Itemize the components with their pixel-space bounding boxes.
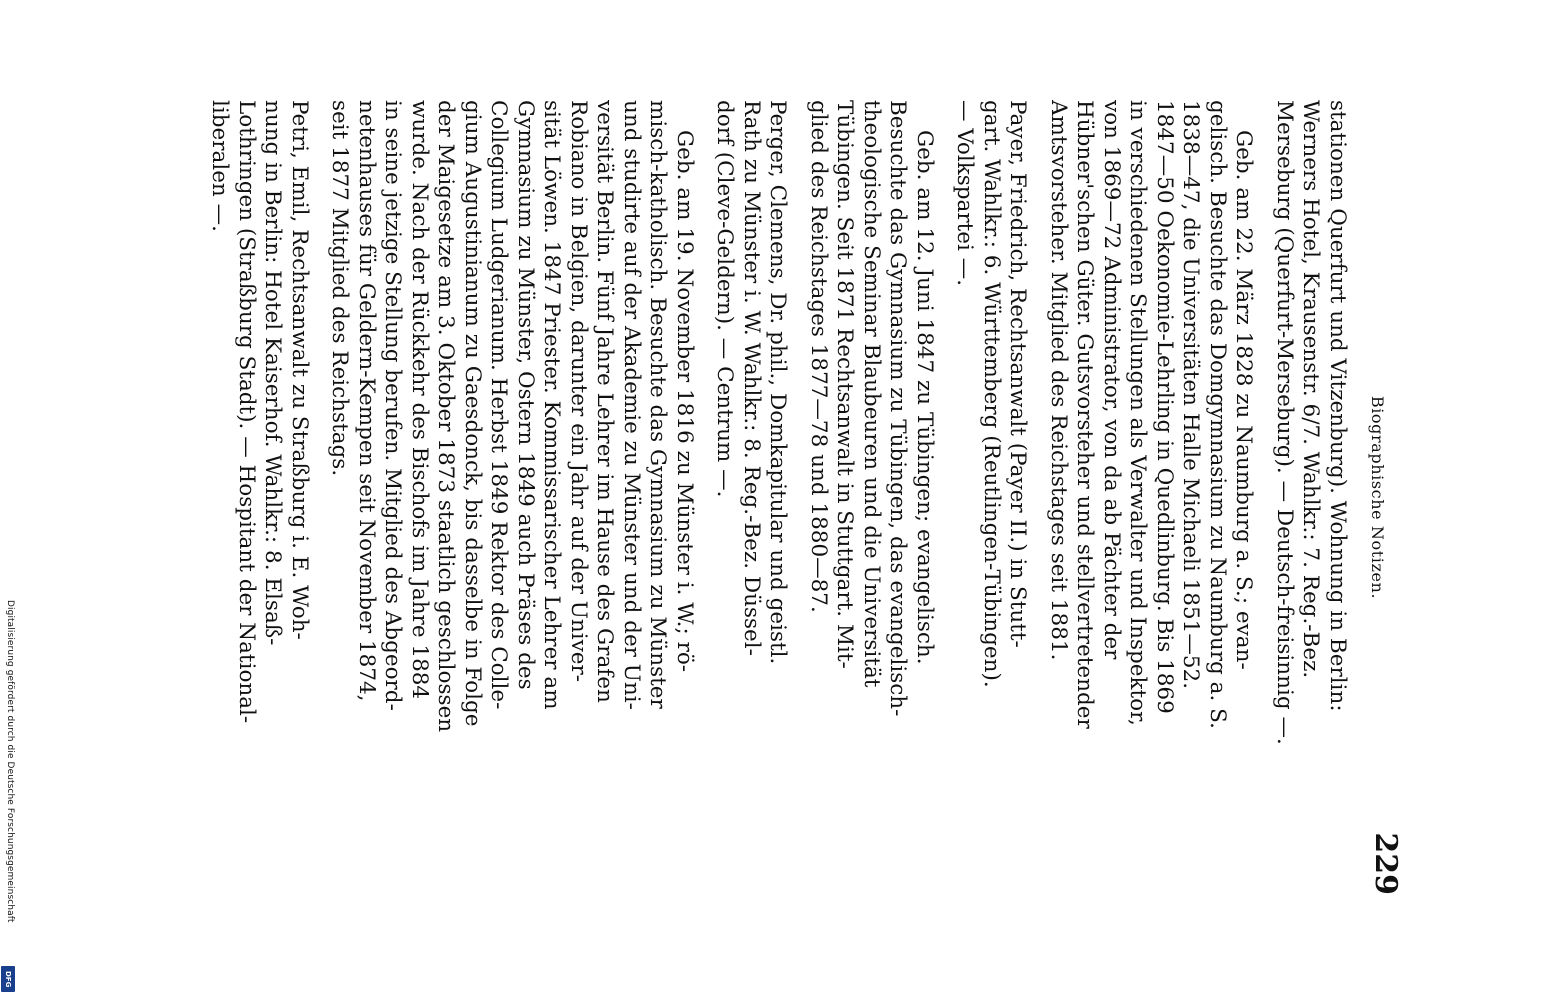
biography-paragraph xyxy=(206,100,312,895)
text-line: Geb. am 22. März 1828 zu Naumburg a. S.; evan- xyxy=(1231,130,1257,670)
text-line: gelisch. Besuchte das Domgymnasium zu Naumburg a. S. xyxy=(1205,100,1230,729)
text-line: Geb. am 19. November 1816 zu Münster i. W.; rö- xyxy=(672,130,697,673)
text-line: sität Löwen. 1847 Priester. Kommissarischer Lehrer am xyxy=(539,100,565,710)
text-line: gart. Wahlkr.: 6. Württemberg (Reutlingen-Tübingen). xyxy=(979,100,1004,688)
text-line: nung in Berlin: Hotel Kaiserhof. Wahlkr.: 8. Elsaß- xyxy=(260,100,286,646)
text-line: von 1869—72 Administrator, von da ab Pächter der xyxy=(1099,100,1124,660)
text-line: Besuchte das Gymnasium zu Tübingen, das evangelisch- xyxy=(885,100,911,717)
biography-paragraph xyxy=(711,100,791,895)
text-line: Gymnasium zu Münster, Ostern 1849 auch Präses des xyxy=(513,100,538,690)
text-line: 1838—47, die Universitäten Halle Michaeli 1851—52. xyxy=(1178,100,1204,690)
dfg-logo: DFG xyxy=(1,966,15,992)
text-line: Collegium Ludgerianum. Herbst 1849 Rektor des Colle- xyxy=(486,100,512,710)
biography-paragraph xyxy=(1045,100,1257,895)
text-line: liberalen —. xyxy=(207,100,233,232)
text-line: stationen Querfurt und Vitzenburg). Wohnung in Berlin: xyxy=(1325,100,1350,712)
text-line: misch-katholisch. Besuchte das Gymnasium zu Münster xyxy=(645,100,671,709)
text-line: netenhauses für Geldern-Kempen seit November 1874, xyxy=(354,100,379,702)
text-line: — Volkspartei —. xyxy=(952,100,978,287)
text-line: in seine jetzige Stellung berufen. Mitglied des Abgeord- xyxy=(380,100,406,711)
text-line: glied des Reichstages 1877—78 und 1880—87. xyxy=(806,100,831,613)
digitization-note xyxy=(0,600,18,995)
biography-paragraph xyxy=(326,100,697,895)
text-line: gium Augustinianum zu Gaesdonck, bis dasselbe in Folge xyxy=(460,100,485,727)
page-number: 229 xyxy=(1368,832,1403,895)
text-line: dorf (Cleve-Geldern). — Centrum —. xyxy=(712,100,738,498)
biography-entries xyxy=(206,100,1350,895)
text-line: Petri, Emil, Rechtsanwalt zu Straßburg i. E. Woh- xyxy=(287,100,312,640)
digitization-note-text: Digitalisierung gefördert durch die Deutsche Forschungsgemeinschaft xyxy=(5,600,15,923)
text-line: seit 1877 Mitglied des Reichstags. xyxy=(327,100,353,477)
biography-paragraph xyxy=(1271,100,1351,895)
text-line: der Maigesetze am 3. Oktober 1873 staatlich geschlossen xyxy=(433,100,459,733)
text-line: Hübner'schen Güter. Gutsvorsteher und stellvertretender xyxy=(1072,100,1098,729)
text-line: Geb. am 12. Juni 1847 zu Tübingen; evangelisch. xyxy=(912,130,937,665)
text-line: wurde. Nach der Rückkehr des Bischofs im Jahre 1884 xyxy=(407,100,432,700)
text-line: Rath zu Münster i. W. Wahlkr.: 8. Reg.-Bez. Düssel- xyxy=(739,100,764,656)
text-line: Tübingen. Seit 1871 Rechtsanwalt in Stuttgart. Mit- xyxy=(832,100,858,669)
text-line: 1847—50 Oekonomie-Lehrling in Quedlinburg. Bis 1869 xyxy=(1152,100,1177,714)
scanned-page-area xyxy=(150,90,1410,925)
text-line: Perger, Clemens, Dr. phil., Domkapitular und geistl. xyxy=(765,100,791,665)
text-line: Amtsvorsteher. Mitglied des Reichstages seit 1881. xyxy=(1046,100,1071,661)
text-line: und studirte auf der Akademie zu Münster und der Uni- xyxy=(619,100,644,710)
text-line: Werners Hotel, Krausenstr. 6/7. Wahlkr.: 7. Reg.-Bez. xyxy=(1298,100,1324,679)
text-line: Robiano in Belgien, darunter ein Jahr auf der Univer- xyxy=(566,100,591,683)
text-line: in verschiedenen Stellungen als Verwalter und Inspektor, xyxy=(1125,100,1151,726)
biography-paragraph xyxy=(951,100,1031,895)
text-line: Lothringen (Straßburg Stadt). — Hospitant der National- xyxy=(234,100,259,724)
text-line: Merseburg (Querfurt-Merseburg). — Deutsch-freisinnig —. xyxy=(1272,100,1297,745)
running-title: Biographische Notizen. xyxy=(1368,395,1387,600)
text-line: versität Berlin. Fünf Jahre Lehrer im Hause des Grafen xyxy=(592,100,618,703)
running-header xyxy=(1354,100,1403,895)
text-line: Payer, Friedrich, Rechtsanwalt (Payer II.) in Stutt- xyxy=(1005,100,1031,648)
biography-paragraph xyxy=(805,100,938,895)
book-page xyxy=(150,90,1410,925)
text-line: theologische Seminar Blaubeuren und die Universität xyxy=(859,100,884,688)
